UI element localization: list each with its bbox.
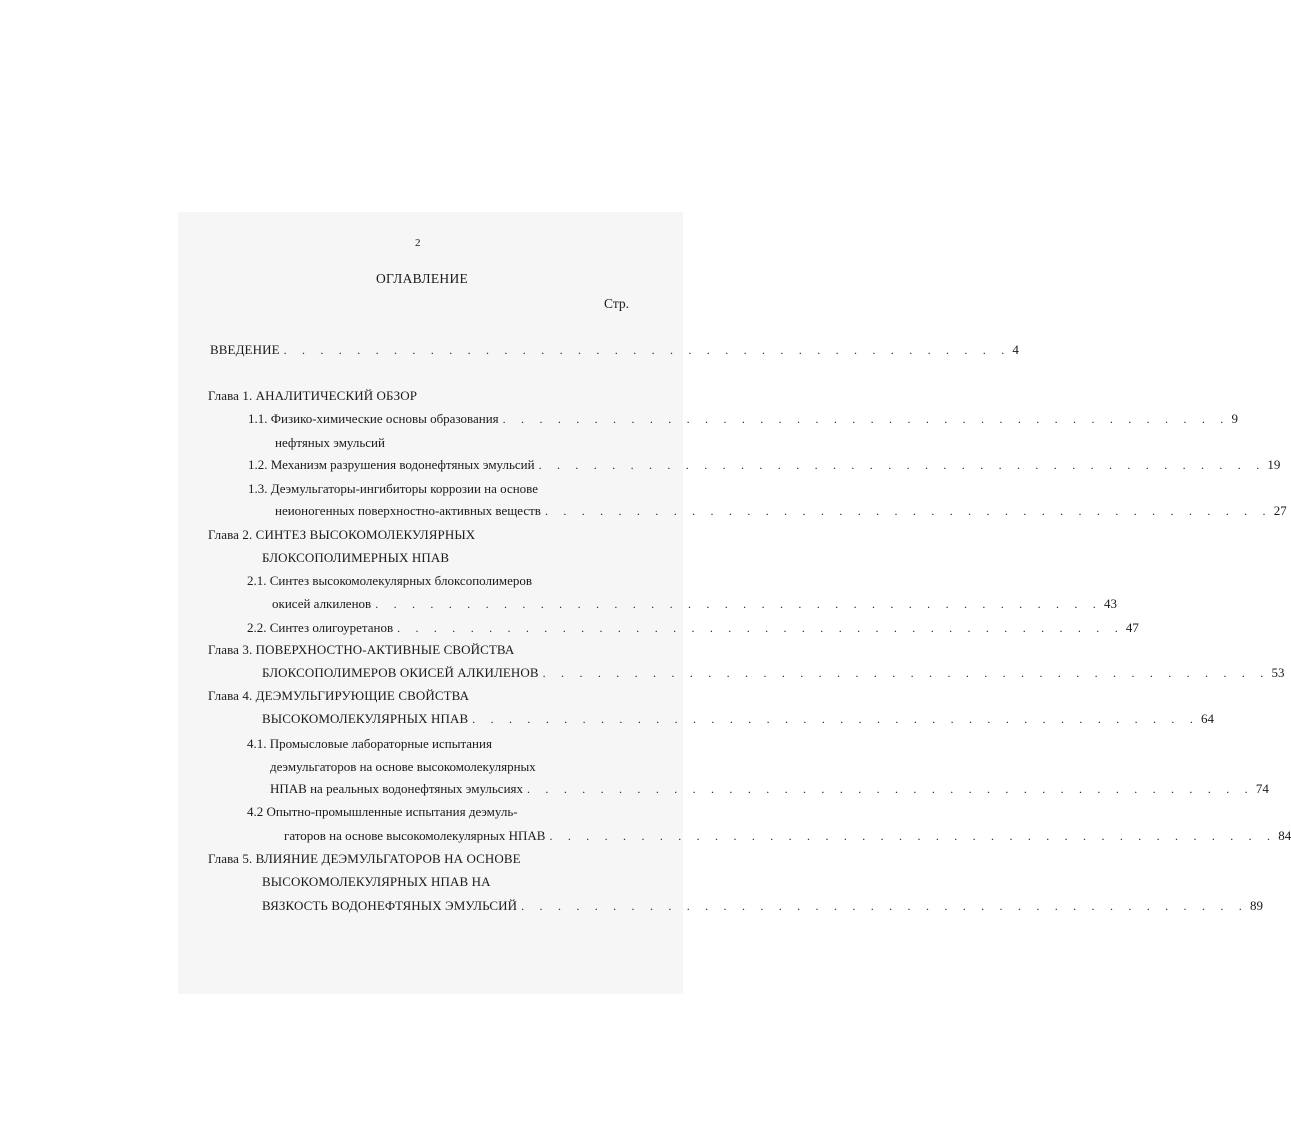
toc-section-4-1-line1: 4.1. Промысловые лабораторные испытания <box>247 736 492 751</box>
toc-entry-label: неионогенных поверхностно-активных веществ <box>275 503 541 518</box>
toc-section-4-1 <box>270 781 1269 799</box>
toc-entry-label: ВЯЗКОСТЬ ВОДОНЕФТЯНЫХ ЭМУЛЬСИЙ <box>262 898 518 913</box>
toc-entry-label: окисей алкиленов <box>272 596 372 611</box>
toc-chapter-2-line1: Глава 2. СИНТЕЗ ВЫСОКОМОЛЕКУЛЯРНЫХ <box>208 527 476 542</box>
leader-dots: . . . . . . . . . . . . . . . . . . . . . . . . . . . . . . . . . . . . . . . . <box>549 829 1277 843</box>
toc-page-number: 47 <box>1125 620 1139 635</box>
toc-entry-intro <box>210 342 1019 360</box>
toc-entry-label: гаторов на основе высокомолекулярных НПАВ <box>284 828 546 843</box>
toc-chapter-1: Глава 1. АНАЛИТИЧЕСКИЙ ОБЗОР <box>208 388 418 403</box>
toc-section-1-3-line1: 1.3. Деэмульгаторы-ингибиторы коррозии на основе <box>248 481 539 496</box>
toc-entry-label: 2.2. Синтез олигоуретанов <box>247 620 394 635</box>
toc-chapter-5 <box>262 898 1263 916</box>
toc-chapter-3 <box>262 665 1285 683</box>
toc-chapter-5-line2: ВЫСОКОМОЛЕКУЛЯРНЫХ НПАВ НА <box>262 874 491 889</box>
page-column-label: Стр. <box>604 296 630 311</box>
toc-section-2-2 <box>247 620 1139 638</box>
leader-dots: . . . . . . . . . . . . . . . . . . . . . . . . . . . . . . . . . . . . . . . . <box>527 782 1254 796</box>
toc-page-number: 89 <box>1249 898 1263 913</box>
toc-page-number: 43 <box>1104 596 1117 611</box>
leader-dots: . . . . . . . . . . . . . . . . . . . . . . . . . . . . . . . . . . . . . . . . <box>397 621 1124 635</box>
toc-page-number: 53 <box>1271 665 1285 680</box>
toc-entry-label: НПАВ на реальных водонефтяных эмульсиях <box>270 781 524 796</box>
toc-entry-label: 1.2. Механизм разрушения водонефтяных эмульсий <box>248 457 535 472</box>
toc-chapter-2-line2: БЛОКСОПОЛИМЕРНЫХ НПАВ <box>262 550 450 565</box>
leader-dots: . . . . . . . . . . . . . . . . . . . . . . . . . . . . . . . . . . . . . . . . <box>542 666 1270 680</box>
toc-page-number: 4 <box>1012 342 1019 357</box>
toc-chapter-3-line1: Глава 3. ПОВЕРХНОСТНО-АКТИВНЫЕ СВОЙСТВА <box>208 642 515 657</box>
toc-entry-label: ВВЕДЕНИЕ <box>210 342 280 357</box>
toc-section-2-1-line1: 2.1. Синтез высокомолекулярных блоксополимеров <box>247 573 533 588</box>
toc-entry-label: ВЫСОКОМОЛЕКУЛЯРНЫХ НПАВ <box>262 711 469 726</box>
toc-chapter-4 <box>262 711 1215 729</box>
toc-page-number: 27 <box>1273 503 1287 518</box>
toc-page-number: 84 <box>1278 828 1291 843</box>
leader-dots: . . . . . . . . . . . . . . . . . . . . . . . . . . . . . . . . . . . . . . . . <box>472 712 1200 726</box>
toc-section-1-2 <box>248 457 1281 475</box>
toc-chapter-5-line1: Глава 5. ВЛИЯНИЕ ДЕЭМУЛЬГАТОРОВ НА ОСНОВЕ <box>208 851 521 866</box>
toc-page-number: 74 <box>1255 781 1269 796</box>
toc-title: ОГЛАВЛЕНИЕ <box>376 271 469 286</box>
toc-section-4-2 <box>284 828 1291 846</box>
page-number: 2 <box>415 237 421 249</box>
toc-chapter-4-line1: Глава 4. ДЕЭМУЛЬГИРУЮЩИЕ СВОЙСТВА <box>208 688 470 703</box>
toc-section-4-1-line2: деэмульгаторов на основе высокомолекулярных <box>270 759 536 774</box>
leader-dots: . . . . . . . . . . . . . . . . . . . . . . . . . . . . . . . . . . . . . . . . <box>283 343 1011 357</box>
toc-section-4-2-line1: 4.2 Опытно-промышленные испытания деэмуль- <box>247 804 518 819</box>
leader-dots: . . . . . . . . . . . . . . . . . . . . . . . . . . . . . . . . . . . . . . . . <box>502 412 1230 426</box>
toc-page-number: 64 <box>1201 711 1215 726</box>
leader-dots: . . . . . . . . . . . . . . . . . . . . . . . . . . . . . . . . . . . . . . . . <box>544 504 1272 518</box>
toc-page-number: 9 <box>1231 411 1238 426</box>
leader-dots: . . . . . . . . . . . . . . . . . . . . . . . . . . . . . . . . . . . . . . . . <box>538 458 1266 472</box>
toc-section-1-3 <box>275 503 1287 521</box>
toc-page-number: 19 <box>1267 457 1281 472</box>
leader-dots: . . . . . . . . . . . . . . . . . . . . . . . . . . . . . . . . . . . . . . . . <box>521 899 1248 913</box>
leader-dots: . . . . . . . . . . . . . . . . . . . . . . . . . . . . . . . . . . . . . . . . <box>375 597 1102 611</box>
toc-entry-label: БЛОКСОПОЛИМЕРОВ ОКИСЕЙ АЛКИЛЕНОВ <box>262 665 539 680</box>
toc-entry-label: 1.1. Физико-химические основы образования <box>248 411 499 426</box>
toc-section-1-1-line2: нефтяных эмульсий <box>275 435 385 450</box>
toc-section-2-1 <box>272 596 1117 614</box>
toc-section-1-1 <box>248 411 1238 429</box>
